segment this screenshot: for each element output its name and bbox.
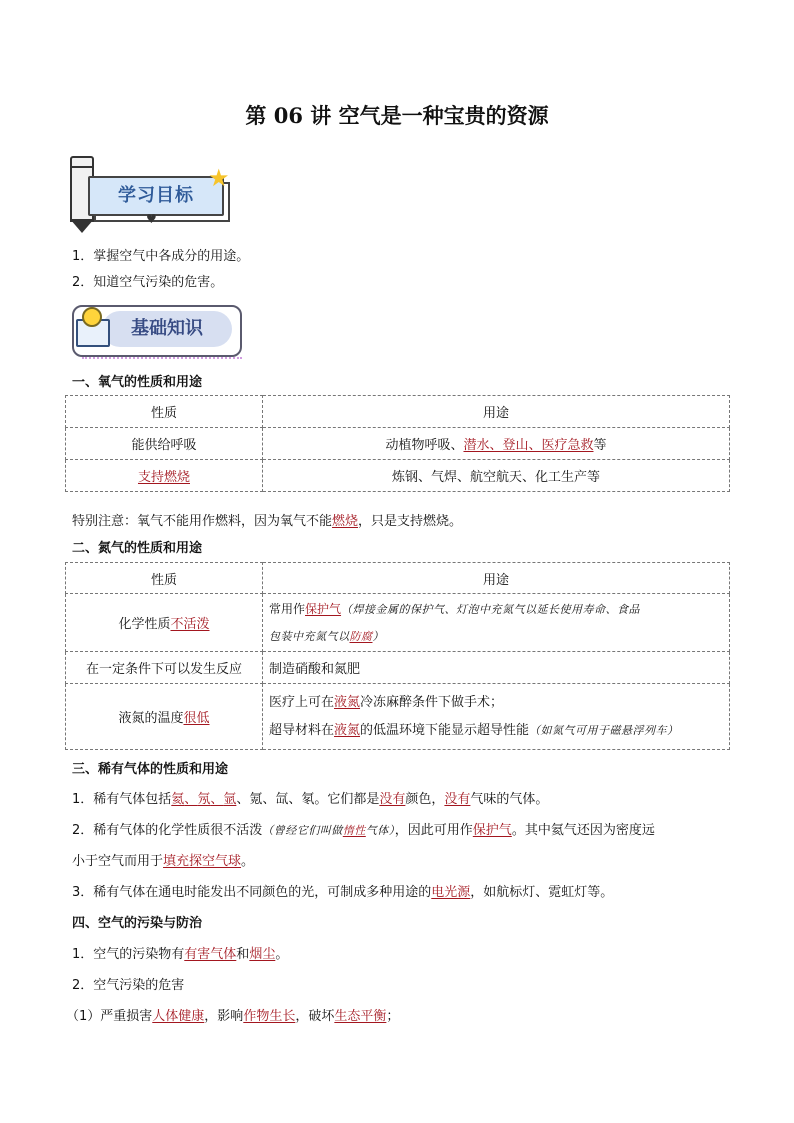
paragraph-line: 1．空气的污染物有有害气体和烟尘。 [72, 947, 289, 962]
section-heading: 三、稀有气体的性质和用途 [72, 762, 229, 777]
learning-goals-banner [68, 156, 238, 232]
paragraph-line: 1．稀有气体包括氦、氖、氩、氪、氙、氡。它们都是没有颜色，没有气味的气体。 [72, 792, 549, 807]
table-row: 能供给呼吸 动植物呼吸、潜水、登山、医疗急救等 [66, 428, 730, 460]
section-heading: 四、空气的污染与防治 [72, 916, 203, 931]
note-line: 特别注意：氧气不能用作燃料，因为氧气不能燃烧，只是支持燃烧。 [72, 514, 463, 529]
paragraph-line: 2．稀有气体的化学性质很不活泼（曾经它们叫做惰性气体），因此可用作保护气。其中氦气还因为密度远 [72, 823, 655, 838]
table-row: 化学性质不活泼 常用作保护气（焊接金属的保护气、灯泡中充氮气以延长使用寿命、食品 包装中充氮气以防腐） [66, 594, 730, 652]
banner-label: 学习目标 [118, 185, 194, 206]
page-title: 第 06 讲 空气是一种宝贵的资源 [245, 103, 549, 128]
heart-icon: ♥ [146, 212, 157, 226]
paragraph-line: 2．空气污染的危害 [72, 978, 185, 993]
goal-item: 1．掌握空气中各成分的用途。 [72, 249, 250, 264]
oxygen-table [65, 395, 730, 492]
section-heading: 二、氮气的性质和用途 [72, 541, 203, 556]
pencil-tip-icon [70, 219, 94, 233]
table-header: 性质 [66, 396, 263, 428]
star-icon: ★ [208, 164, 230, 192]
table-row: 支持燃烧 炼钢、气焊、航空航天、化工生产等 [66, 460, 730, 492]
table-header: 用途 [263, 563, 730, 594]
basic-knowledge-banner [72, 305, 244, 361]
table-row: 液氮的温度很低 医疗上可在液氮冷冻麻醉条件下做手术； 超导材料在液氮的低温环境下能显示超导性能（如氮气可用于磁悬浮列车） [66, 684, 730, 750]
section-heading: 一、氧气的性质和用途 [72, 375, 203, 390]
lightbulb-icon [82, 307, 102, 327]
paragraph-line: 3．稀有气体在通电时能发出不同颜色的光，可制成多种用途的电光源，如航标灯、霓虹灯等。 [72, 885, 614, 900]
paragraph-line: （1）严重损害人体健康，影响作物生长，破坏生态平衡； [66, 1009, 400, 1024]
table-header: 用途 [263, 396, 730, 428]
goal-item: 2．知道空气污染的危害。 [72, 275, 224, 290]
table-header: 性质 [66, 563, 263, 594]
table-row: 在一定条件下可以发生反应 制造硝酸和氮肥 [66, 652, 730, 684]
banner-label: 基础知识 [131, 318, 203, 339]
paragraph-line: 小于空气而用于填充探空气球。 [72, 854, 255, 869]
nitrogen-table [65, 562, 730, 750]
